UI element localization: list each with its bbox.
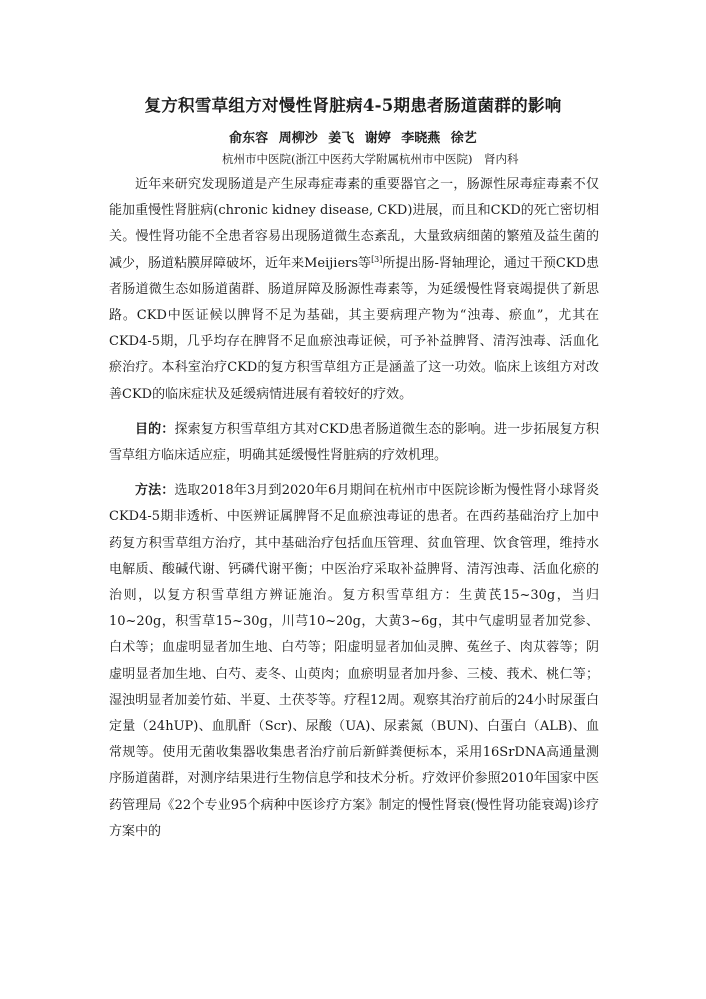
author-list: 俞东容 周柳沙 姜飞 谢婷 李晓燕 徐艺 xyxy=(229,131,477,146)
intro-text-part2: 所提出肠-肾轴理论，通过干预CKD患者肠道微生态如肠道菌群、肠道屏障及肠源性毒素等，为延缓慢性肾衰竭提供了新思路。CKD中医证候以脾肾不足为基础，其主要病理产物为“浊毒、瘀血”，尤其在CKD4-5期，几乎均存在脾肾不足血瘀浊毒证候，可予补益脾肾、清泻浊毒、活血化瘀治疗。本科室治疗CKD的复方积雪草组方正是涵盖了这一功效。临床上该组方对改善CKD的临床症状及延缓病情进展有着较好的疗效。 xyxy=(109,255,599,402)
paper-title: 复方积雪草组方对慢性肾脏病4-5期患者肠道菌群的影响 xyxy=(144,96,562,115)
objective-label: 目的： xyxy=(135,421,175,437)
objective-paragraph xyxy=(109,417,599,469)
citation-ref: [3] xyxy=(371,254,383,264)
intro-paragraph xyxy=(109,172,599,408)
affiliation: 杭州市中医院(浙江中医药大学附属杭州市中医院) 肾内科 xyxy=(222,152,519,166)
methods-paragraph xyxy=(109,478,599,845)
objective-text: 探索复方积雪草组方其对CKD患者肠道微生态的影响。进一步拓展复方积雪草组方临床适应症，明确其延缓慢性肾脏病的疗效机理。 xyxy=(109,421,599,464)
intro-text-part1: 近年来研究发现肠道是产生尿毒症毒素的重要器官之一，肠源性尿毒症毒素不仅能加重慢性肾脏病(chronic kidney disease, CKD)进展，而且和CKD的死亡密切相关。慢性肾功能不全患者容易出现肠道微生态紊乱，大量致病细菌的繁殖及益生菌的减少，肠道粘膜屏障破坏，近年来Meijiers等 xyxy=(109,177,599,271)
methods-text: 选取2018年3月到2020年6月期间在杭州市中医院诊断为慢性肾小球肾炎CKD4-5期非透析、中医辨证属脾肾不足血瘀浊毒证的患者。在西药基础治疗上加中药复方积雪草组方治疗，其中基础治疗包括血压管理、贫血管理、饮食管理，维持水电解质、酸碱代谢、钙磷代谢平衡；中医治疗采取补益脾肾、清泻浊毒、活血化瘀的治则，以复方积雪草组方辨证施治。复方积雪草组方：生黄芪15~30g，当归10~20g，积雪草15~30g，川芎10~20g，大黄3~6g，其中气虚明显者加党参、白术等；血虚明显者加生地、白芍等；阳虚明显者加仙灵脾、菟丝子、肉苁蓉等；阴虚明显者加生地、白芍、麦冬、山萸肉；血瘀明显者加丹参、三棱、莪术、桃仁等；湿浊明显者加姜竹茹、半夏、土茯苓等。疗程12周。观察其治疗前后的24小时尿蛋白定量（24hUP)、血肌酐（Scr)、尿酸（UA)、尿素氮（BUN)、白蛋白（ALB)、血常规等。使用无菌收集器收集患者治疗前后新鲜粪便标本，采用16SrDNA高通量测序肠道菌群，对测序结果进行生物信息学和技术分析。疗效评价参照2010年国家中医药管理局《22个专业95个病种中医诊疗方案》制定的慢性肾衰(慢性肾功能衰竭)诊疗方案中的 xyxy=(109,483,599,839)
methods-label: 方法： xyxy=(135,483,175,499)
body-text xyxy=(109,172,599,845)
